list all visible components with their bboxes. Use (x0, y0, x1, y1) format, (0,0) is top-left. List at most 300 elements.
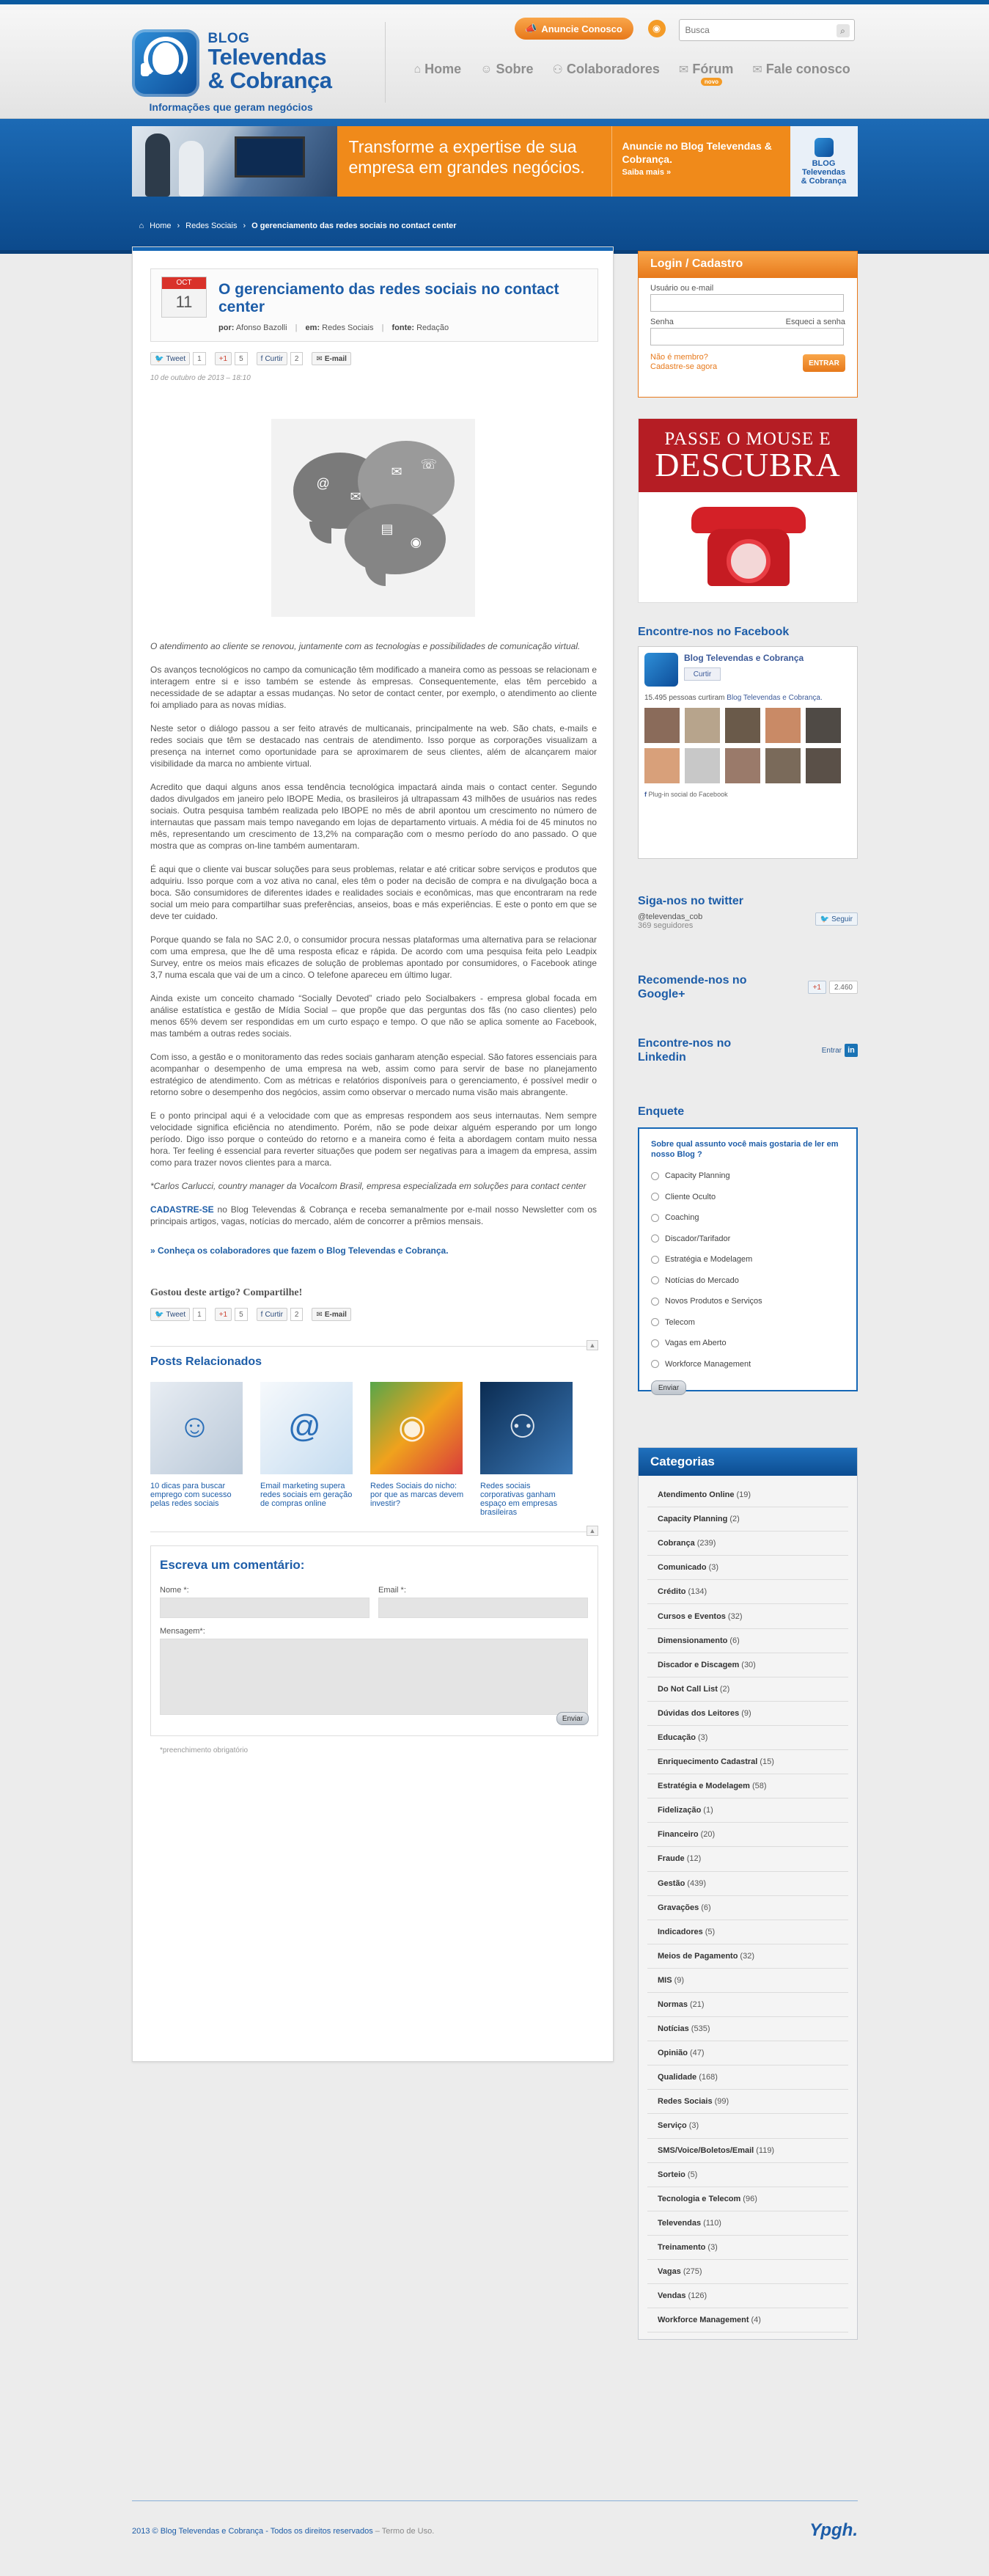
category-item[interactable] (647, 1944, 848, 1969)
person-icon: ☺ (480, 62, 493, 76)
post-paragraph: O atendimento ao cliente se renovou, juntamente com as tecnologias e possibilidades de comunicação virtual. (150, 641, 581, 651)
category-count: (6) (729, 1636, 740, 1645)
category-name: Tecnologia e Telecom (658, 2194, 741, 2203)
required-note: *preenchimento obrigatório (160, 1746, 249, 1754)
social-icons-icon: ☺ (178, 1408, 211, 1444)
related-posts (150, 1382, 613, 1517)
email-field[interactable] (378, 1598, 588, 1618)
post-title: O gerenciamento das redes sociais no contact center (218, 281, 559, 315)
category-count: (2) (719, 1684, 730, 1694)
category-name: Treinamento (658, 2242, 706, 2252)
category-item[interactable] (647, 2211, 848, 2236)
radio-button (651, 1360, 659, 1368)
date-month: OCT (162, 277, 206, 289)
post-paragraph: Porque quando se fala no SAC 2.0, o consumidor procura nessas plataformas uma alternativa para se relacionar com uma empresa, que lhe dê uma resposta eficaz e rápida. De acordo com uma pesquisa feita pelo Leadpix Survey, entre os meios mais eficazes de solução de problemas apontado por consumidores, o Facebook atinge 3,7 numa escala que vai de um a cinco. O telefone apareceu em último lugar. (150, 934, 597, 980)
poll-option[interactable]: Telecom (651, 1312, 845, 1333)
category-count: (5) (705, 1927, 716, 1936)
linkedin-title: Encontre-nos no Linkedin (638, 1037, 732, 1064)
category-count: (168) (699, 2073, 718, 2082)
post-paragraph: E o ponto principal aqui é a velocidade com que as empresas respondem aos seus internautas. Nem sempre velocidade significa eficiência no atendimento. Porém, não se pode deixar alguém esperando por um longo período. Digo isso porque o conteúdo do retorno e a maneira como é feita a abordagem contam muito nessa hora. Ter feeling é essencial para reverter situações que podem ser negativas para a imagem da empresa, assim como para trazer novos clientes para a marca. (150, 1110, 597, 1168)
related-thumbnail (480, 1382, 573, 1474)
radio-button (651, 1256, 659, 1264)
email-share-button[interactable]: ✉ E-mail (312, 1308, 350, 1321)
banner-cta[interactable]: Anuncie no Blog Televendas & Cobrança. Saiba mais » (611, 126, 790, 197)
twitter-follow-button[interactable]: 🐦 Seguir (815, 912, 858, 926)
radio-button (651, 1234, 659, 1243)
section-divider (150, 1342, 598, 1349)
category-item[interactable] (647, 1702, 848, 1726)
user-label: Usuário ou e-mail (650, 284, 714, 293)
newsletter-cta: CADASTRE-SE no Blog Televendas & Cobrança e receba semanalmente por e-mail nosso Newsletter com os principais artigos, vagas, notícias do mercado, além de concorrer a prêmios mensais. (150, 1204, 597, 1226)
category-count: (12) (686, 1854, 702, 1864)
banner-saiba-mais: Saiba mais » (622, 168, 672, 177)
site-header (0, 4, 989, 119)
tweet-count: 1 (193, 352, 206, 365)
post-paragraph: Neste setor o diálogo passou a ser feito através de multicanais, principalmente na web. São chats, e-mails e redes sociais que têm se destacado nas centrais de atendimento. Isso porque as corporações visualizam a presença na internet como oportunidade para se aproximarem de seus clientes, além de alcançarem maior visibilidade da marca no ambiente virtual. (150, 723, 597, 769)
related-post[interactable]: ◉ Redes Sociais do nicho: por que as marcas devem investir? (370, 1382, 464, 1517)
category-item[interactable] (647, 1774, 848, 1799)
categories-widget (638, 1447, 858, 2340)
category-item[interactable] (647, 2308, 848, 2332)
avatar (765, 708, 801, 743)
linkedin-icon: in (845, 1044, 858, 1057)
mail-icon: ✉ (391, 464, 402, 479)
post-date: 10 de outubro de 2013 – 18:10 (150, 374, 251, 382)
ad-line1: PASSE O MOUSE E (664, 429, 831, 449)
category-count: (535) (691, 2024, 710, 2034)
category-name: Serviço (658, 2121, 687, 2131)
category-count: (4) (751, 2316, 761, 2325)
home-icon: ⌂ (139, 222, 144, 230)
category-item[interactable] (647, 2187, 848, 2211)
facebook-widget (638, 626, 858, 859)
category-item[interactable] (647, 1653, 848, 1677)
category-count: (9) (674, 1975, 685, 1985)
logo-blog-label: BLOG (207, 31, 250, 46)
rss-icon: ◉ (398, 1409, 427, 1445)
comment-title: Escreva um comentário: (160, 1558, 305, 1572)
comment-submit-button[interactable]: Enviar (556, 1712, 589, 1725)
category-count: (58) (751, 1782, 767, 1791)
category-item[interactable] (647, 1847, 848, 1871)
anuncie-button[interactable]: 📣 Anuncie Conosco (515, 18, 633, 40)
category-count: (32) (740, 1951, 754, 1961)
name-label: Nome *: (160, 1586, 189, 1595)
related-thumbnail (370, 1382, 463, 1474)
logo-tagline: Informações que geram negócios (149, 101, 313, 113)
logo-title: Televendas & Cobrança (207, 44, 332, 93)
poll-option[interactable]: Capacity Planning (651, 1166, 845, 1187)
category-item[interactable] (647, 2139, 848, 2163)
category-name: Cursos e Eventos (658, 1611, 726, 1621)
message-field[interactable] (160, 1639, 588, 1715)
category-link[interactable]: Redes Sociais (322, 323, 374, 332)
radio-button (651, 1172, 659, 1180)
terms-link[interactable]: – Termo de Uso. (372, 2527, 435, 2536)
poll-option[interactable]: Estratégia e Modelagem (651, 1249, 845, 1270)
user-field[interactable] (650, 294, 844, 312)
facebook-like-button[interactable]: f Curtir (257, 1308, 287, 1321)
fb-faces (644, 708, 851, 783)
login-submit-button[interactable]: ENTRAR (803, 354, 845, 372)
gplus-count: 5 (235, 352, 248, 365)
category-count: (20) (700, 1830, 716, 1840)
category-name: Redes Sociais (658, 2097, 713, 2107)
poll-box (638, 1127, 858, 1391)
banner-band (0, 119, 989, 254)
category-item[interactable] (647, 1750, 848, 1774)
gplus-button[interactable]: +1 (215, 352, 232, 365)
category-name: Gravações (658, 1903, 699, 1912)
red-telephone-icon (691, 507, 806, 588)
share-bar-top (150, 352, 613, 365)
post-paragraph: Ainda existe um conceito chamado “Socially Devoted” criado pelo Socialbakers - empresa global focada em análise estatística e gestão de Mídia Social – que propõe que das perguntas dos fãs (no caso clientes) pelo menos 65% devem ser respondidas em um curto espaço e tempo. O que não se aplica somente ao Facebook, mas também a outras redes sociais. (150, 993, 597, 1039)
category-name: Dúvidas dos Leitores (658, 1708, 740, 1718)
category-name: Financeiro (658, 1830, 699, 1840)
twitter-handle: @televendas_cob (638, 912, 703, 921)
post-signature: *Carlos Carlucci, country manager da Vocalcom Brasil, empresa especializada em soluções para contact center (150, 1181, 587, 1191)
category-name: Opinião (658, 2049, 688, 2058)
categories-title: Categorias (639, 1448, 857, 1476)
name-field[interactable] (160, 1598, 370, 1618)
content-top-accent (133, 247, 613, 251)
category-item[interactable] (647, 2065, 848, 2090)
avatar (644, 748, 680, 783)
category-item[interactable] (647, 1604, 848, 1628)
login-widget (638, 251, 858, 398)
twitter-icon: 🐦 (155, 354, 164, 363)
category-count: (21) (689, 2000, 705, 2010)
category-name: Fidelização (658, 1806, 702, 1815)
poll-option[interactable]: Discador/Tarifador (651, 1229, 845, 1250)
banner-logo: BLOG Televendas & Cobrança (790, 126, 858, 197)
category-count: (19) (736, 1490, 751, 1500)
people-icon: ⚇ (552, 63, 563, 76)
top-banner-ad[interactable] (132, 126, 858, 197)
rss-icon: ◉ (410, 535, 422, 549)
category-name: Sorteio (658, 2170, 685, 2179)
ad-line2: DESCUBRA (655, 446, 841, 483)
poll-widget (638, 1105, 858, 1391)
signup-link[interactable]: Cadastre-se agora (650, 362, 718, 371)
category-count: (15) (760, 1757, 774, 1767)
category-count: (134) (688, 1587, 707, 1597)
comment-form (150, 1545, 598, 1754)
category-item[interactable] (647, 1532, 848, 1556)
category-item[interactable] (647, 1993, 848, 2017)
avatar (685, 708, 720, 743)
category-name: Normas (658, 2000, 688, 2010)
search-icon[interactable]: ⌕ (837, 24, 850, 37)
avatar (685, 748, 720, 783)
page-avatar (644, 653, 678, 687)
chat-icon: ✉ (678, 63, 689, 76)
category-name: Meios de Pagamento (658, 1951, 738, 1961)
banner-headline: Transforme a expertise de sua empresa em grandes negócios. (348, 137, 585, 177)
category-item[interactable] (647, 1872, 848, 1896)
novo-badge: novo (701, 78, 722, 86)
fb-plugin-note: f Plug-in social do Facebook (644, 791, 728, 798)
breadcrumb-current: O gerenciamento das redes sociais no contact center (251, 222, 457, 230)
twitter-icon: 🐦 (820, 915, 830, 923)
back-to-top-icon[interactable]: ▲ (587, 1526, 598, 1536)
colaboradores-link[interactable]: » Conheça os colaboradores que fazem o Blog Televendas e Cobrança. (150, 1245, 449, 1256)
poll-option[interactable]: Notícias do Mercado (651, 1270, 845, 1292)
category-item[interactable] (647, 1823, 848, 1847)
google-title: Recomende-nos no Google+ (638, 974, 747, 1000)
poll-submit-button[interactable]: Enviar (651, 1380, 686, 1395)
password-field[interactable] (650, 328, 844, 345)
facebook-like-count: 2 (290, 1308, 304, 1321)
main-content (132, 246, 614, 2062)
category-name: SMS/Voice/Boletos/Email (658, 2145, 754, 2155)
email-share-button[interactable]: ✉ E-mail (312, 352, 350, 365)
category-count: (3) (697, 1732, 708, 1742)
category-count: (239) (696, 1539, 716, 1548)
category-name: Atendimento Online (658, 1490, 735, 1500)
megaphone-icon: 📣 (525, 23, 537, 34)
radio-button (651, 1298, 659, 1306)
chat-icon: ✉ (350, 489, 361, 504)
facebook-widget-title: Encontre-nos no Facebook (638, 626, 790, 638)
category-item[interactable] (647, 2041, 848, 2065)
envelope-icon: ✉ (316, 1310, 323, 1319)
twitter-icon: 🐦 (155, 1310, 164, 1319)
poll-option[interactable]: Cliente Oculto (651, 1187, 845, 1208)
twitter-followers: 369 seguidores (638, 921, 694, 930)
category-count: (3) (708, 1563, 719, 1573)
headset-icon (132, 29, 199, 97)
radio-button (651, 1276, 659, 1284)
post-header (150, 268, 598, 342)
avatar (725, 748, 760, 783)
category-name: MIS (658, 1975, 672, 1985)
login-title: Login / Cadastro (639, 252, 857, 278)
category-name: Comunicado (658, 1563, 707, 1573)
category-name: Televendas (658, 2218, 702, 2228)
poll-title: Enquete (638, 1105, 685, 1118)
category-count: (119) (756, 2145, 775, 2155)
category-name: Cobrança (658, 1539, 695, 1548)
category-name: Do Not Call List (658, 1684, 718, 1694)
date-day: 11 (175, 293, 193, 311)
category-item[interactable] (647, 2163, 848, 2187)
category-name: Crédito (658, 1587, 686, 1597)
category-name: Discador e Discagem (658, 1660, 740, 1669)
gplus-count: 5 (235, 1308, 248, 1321)
post-body (150, 640, 597, 1256)
at-mail-icon: @ (288, 1408, 321, 1444)
category-count: (3) (707, 2242, 718, 2252)
cadastre-link[interactable]: CADASTRE-SE (150, 1204, 214, 1215)
tweet-button[interactable]: 🐦 Tweet (150, 352, 190, 365)
category-item[interactable] (647, 1726, 848, 1750)
category-item[interactable] (647, 1677, 848, 1702)
category-name: Gestão (658, 1878, 685, 1888)
tweet-count: 1 (193, 1308, 206, 1321)
facebook-icon: f (644, 791, 647, 798)
gplus-button[interactable]: +1 (808, 981, 826, 994)
password-label: Senha (650, 318, 674, 326)
main-nav (413, 62, 850, 85)
poll-question: Sobre qual assunto você mais gostaria de ler em nosso Blog ? (651, 1140, 839, 1159)
fb-like-button[interactable]: Curtir (684, 667, 721, 681)
twitter-title: Siga-nos no twitter (638, 895, 743, 907)
post-paragraph: Acredito que daqui alguns anos essa tendência tecnológica impactará ainda mais o contact center. Segundo dados divulgados em janeiro pelo IBOPE Media, os brasileiros já ultrapassam 43 milhões de usuários nas redes sociais. Outra pesquisa também realizada pelo IBOPE no mês de abril apontou um crescimento no número de internautas que passam mais tempo navegando em lojas de departamento virtuais. A média foi de 45 minutos no mês, representando um crescimento de 13,2% na comparação com o mesmo período do ano passado. O que mostra que as compras on-line também aumentaram. (150, 782, 597, 851)
category-name: Notícias (658, 2024, 689, 2034)
ypgh-logo[interactable]: Ypgh. (809, 2520, 858, 2540)
gplus-count: 2.460 (829, 981, 858, 994)
fb-page-name[interactable]: Blog Televendas e Cobrança (684, 653, 804, 663)
category-name: Estratégia e Modelagem (658, 1782, 750, 1791)
category-item[interactable] (647, 2114, 848, 2138)
nav-forum[interactable]: ✉ Fórum novo (678, 62, 734, 85)
category-item[interactable] (647, 1507, 848, 1532)
category-count: (9) (741, 1708, 751, 1718)
document-icon: ▤ (380, 522, 394, 536)
at-sign-icon: @ (316, 476, 330, 491)
category-item[interactable] (647, 2090, 848, 2114)
post-paragraph: Os avanços tecnológicos no campo da comunicação têm modificado a maneira como as pessoas se relacionam e interagem entre si e isso também se estende às empresas. Consequentemente, elas têm percebido a necessidade de se adaptar a essas mudanças. No setor de contact center, por exemplo, o atendimento ao cliente foi ampliado para as novas mídias. (150, 665, 597, 710)
category-name: Qualidade (658, 2073, 697, 2082)
poll-option[interactable]: Workforce Management (651, 1354, 845, 1375)
related-post[interactable]: @ Email marketing supera redes sociais em geração de compras online (260, 1382, 354, 1517)
date-badge (161, 277, 207, 318)
category-item[interactable] (647, 2284, 848, 2308)
poll-option[interactable]: Coaching (651, 1207, 845, 1229)
category-count: (96) (743, 2194, 757, 2203)
radio-button (651, 1214, 659, 1222)
google-widget (638, 973, 858, 1001)
category-name: Capacity Planning (658, 1515, 728, 1524)
related-thumbnail (150, 1382, 243, 1474)
descubra-ad[interactable] (638, 418, 858, 603)
back-to-top-icon[interactable]: ▲ (587, 1340, 598, 1350)
author-link[interactable]: Afonso Bazolli (235, 323, 287, 332)
share-heading: Gostou deste artigo? Compartilhe! (150, 1287, 303, 1298)
category-name: Educação (658, 1732, 696, 1742)
nav-sobre[interactable]: ☺ Sobre (480, 62, 534, 76)
category-name: Workforce Management (658, 2316, 749, 2325)
categories-list (639, 1476, 857, 2340)
category-item[interactable] (647, 1483, 848, 1507)
category-item[interactable] (647, 1580, 848, 1604)
site-footer (132, 2500, 858, 2540)
site-logo[interactable] (132, 25, 367, 116)
banner-photo (132, 126, 337, 197)
facebook-icon: f (260, 1310, 263, 1319)
post-paragraph: É aqui que o cliente vai buscar soluções para seus problemas, relatar e até criticar sobre serviços e produtos que adquiriu. Isso porque com a voz ativa no canal, eles têm o poder na decisão de compra e na divulgação boca a boca. São consumidores de diferentes idades e realidades sociais e econômicas, mas que encontraram na rede social um meio para compartilhar suas preferências, anseios, boas e más experiências. E este o ponto em que se deve ter cuidado. (150, 864, 597, 921)
linkedin-button[interactable]: Entrar in (822, 1044, 858, 1057)
category-count: (1) (703, 1806, 713, 1815)
nav-home[interactable]: ⌂ Home (413, 62, 462, 76)
category-name: Dimensionamento (658, 1636, 728, 1645)
tweet-button[interactable]: 🐦 Tweet (150, 1308, 190, 1321)
poll-option[interactable]: Vagas em Aberto (651, 1333, 845, 1354)
header-divider (385, 22, 386, 103)
footer-copyright: 2013 © Blog Televendas e Cobrança - Todos os direitos reservados – Termo de Uso. (132, 2527, 435, 2536)
twitter-widget (638, 895, 858, 930)
breadcrumb-section[interactable]: Redes Sociais (185, 222, 238, 230)
fb-like-count: 15.495 pessoas curtiram Blog Televendas e Cobrança. (644, 694, 823, 702)
facebook-icon: f (260, 354, 263, 363)
category-count: (126) (688, 2291, 707, 2301)
linkedin-widget (638, 1036, 858, 1064)
network-icon: ⚇ (508, 1409, 537, 1445)
category-count: (3) (688, 2121, 699, 2131)
envelope-icon: ✉ (316, 354, 323, 363)
related-post[interactable]: ⚇ Redes sociais corporativas ganham espaço em empresas brasileiras (480, 1382, 574, 1517)
category-name: Fraude (658, 1854, 685, 1864)
category-name: Vagas (658, 2267, 681, 2277)
category-count: (6) (701, 1903, 711, 1912)
headset-icon (815, 138, 834, 157)
search-box (679, 19, 855, 41)
category-item[interactable] (647, 1969, 848, 1993)
category-count: (47) (689, 2049, 705, 2058)
not-member-text: Não é membro? (650, 353, 708, 362)
home-icon: ⌂ (413, 62, 422, 76)
related-thumbnail (260, 1382, 353, 1474)
email-label: Email *: (378, 1586, 406, 1595)
category-name: Indicadores (658, 1927, 703, 1936)
rss-icon[interactable]: ◉ (648, 20, 666, 37)
category-count: (30) (741, 1660, 756, 1669)
category-count: (2) (729, 1515, 740, 1524)
avatar (725, 708, 760, 743)
category-name: Enriquecimento Cadastral (658, 1757, 758, 1767)
related-post[interactable]: ☺ 10 dicas para buscar emprego com sucesso pelas redes sociais (150, 1382, 244, 1517)
breadcrumb-home[interactable]: Home (150, 222, 172, 230)
avatar (765, 748, 801, 783)
category-item[interactable] (647, 1629, 848, 1653)
breadcrumb: ⌂ Home › Redes Sociais › O gerenciamento das redes sociais no contact center (139, 222, 457, 230)
avatar (806, 748, 841, 783)
category-item[interactable] (647, 2236, 848, 2260)
radio-button (651, 1339, 659, 1347)
category-item[interactable] (647, 1799, 848, 1823)
facebook-like-button[interactable]: f Curtir (257, 352, 287, 365)
related-posts-title: Posts Relacionados (150, 1355, 262, 1368)
phone-icon: ☏ (420, 457, 438, 472)
category-count: (275) (683, 2267, 702, 2277)
avatar (806, 708, 841, 743)
facebook-like-count: 2 (290, 352, 304, 365)
post-paragraph: Com isso, a gestão e o monitoramento das redes sociais ganharam atenção especial. São fatores essenciais para acompanhar o desempenho de uma empresa na web, assim como para servir de base no planejamento estratégico de atendimento. Com as métricas e relatórios disponíveis para o gerenciamento, é possível medir o retorno sobre o desempenho dos negócios, assim como observar o mercado numa visão mais abrangente. (150, 1052, 597, 1097)
category-item[interactable] (647, 1896, 848, 1920)
category-item[interactable] (647, 1920, 848, 1944)
facebook-like-box (638, 646, 858, 859)
avatar (644, 708, 680, 743)
category-item[interactable] (647, 2017, 848, 2041)
radio-button (651, 1318, 659, 1326)
poll-option[interactable]: Novos Produtos e Serviços (651, 1291, 845, 1312)
search-input[interactable] (680, 20, 826, 40)
category-item[interactable] (647, 2260, 848, 2284)
mail-icon: ✉ (752, 63, 762, 76)
category-item[interactable] (647, 1556, 848, 1580)
forgot-password-link[interactable]: Esqueci a senha (785, 318, 845, 326)
gplus-button[interactable]: +1 (215, 1308, 232, 1321)
category-count: (32) (727, 1611, 743, 1621)
post-meta: por: Afonso Bazolli | em: Redes Sociais | fonte: Redação (218, 323, 449, 332)
nav-fale-conosco[interactable]: ✉ Fale conosco (752, 62, 850, 76)
nav-colaboradores[interactable]: ⚇ Colaboradores (552, 62, 660, 76)
post-image-speech-bubbles (271, 419, 475, 617)
radio-button (651, 1193, 659, 1201)
category-count: (5) (687, 2170, 698, 2179)
share-bar-bottom (150, 1308, 613, 1321)
